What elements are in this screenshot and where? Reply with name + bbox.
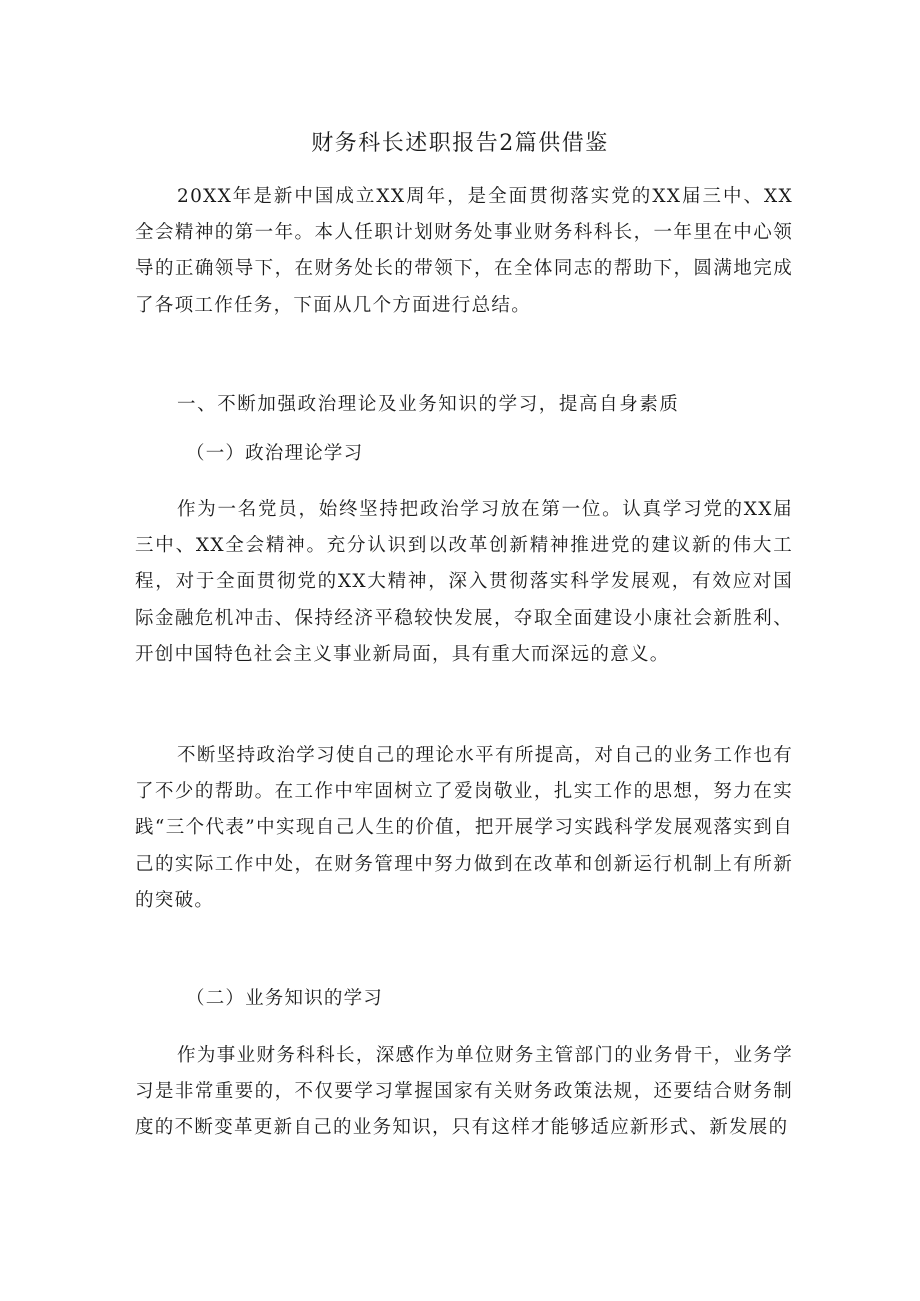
subsection-1-paragraph-1: 作为一名党员，始终坚持把政治学习放在第一位。认真学习党的XX届三中、XX全会精神。充分认识到以改革创新精神推进党的建议新的伟大工程，对于全面贯彻党的XX大精神，深入贯彻落实科学发展观，有效应对国际金融危机冲击、保持经济平稳较快发展，夺取全面建设小康社会新胜利、开创中国特色社会主义事业新局面，具有重大而深远的意义。 — [135, 499, 793, 665]
section-1-heading: 一、不断加强政治理论及业务知识的学习，提高自身素质 — [177, 394, 680, 415]
document-title: 财务科长述职报告2篇供借鉴 — [311, 131, 609, 156]
subsection-2-heading: （二）业务知识的学习 — [186, 988, 384, 1009]
subsection-2-paragraph-1: 作为事业财务科科长，深感作为单位财务主管部门的业务骨干，业务学习是非常重要的，不仅要学习掌握国家有关财务政策法规，还要结合财务制度的不断变革更新自己的业务知识，只有这样才能够适应新形式、新发展的 — [135, 1045, 793, 1139]
subsection-1-heading: （一）政治理论学习 — [186, 443, 364, 464]
intro-paragraph: 20XX年是新中国成立XX周年，是全面贯彻落实党的XX届三中、XX全会精神的第一年。本人任职计划财务处事业财务科科长，一年里在中心领导的正确领导下，在财务处长的带领下，在全体同志的帮助下，圆满地完成了各项工作任务，下面从几个方面进行总结。 — [135, 186, 793, 316]
subsection-1-paragraph-2: 不断坚持政治学习使自己的理论水平有所提高，对自己的业务工作也有了不少的帮助。在工作中牢固树立了爱岗敬业，扎实工作的思想，努力在实践“三个代表”中实现自己人生的价值，把开展学习实践科学发展观落实到自己的实际工作中处，在财务管理中努力做到在改革和创新运行机制上有所新的突破。 — [135, 745, 793, 911]
